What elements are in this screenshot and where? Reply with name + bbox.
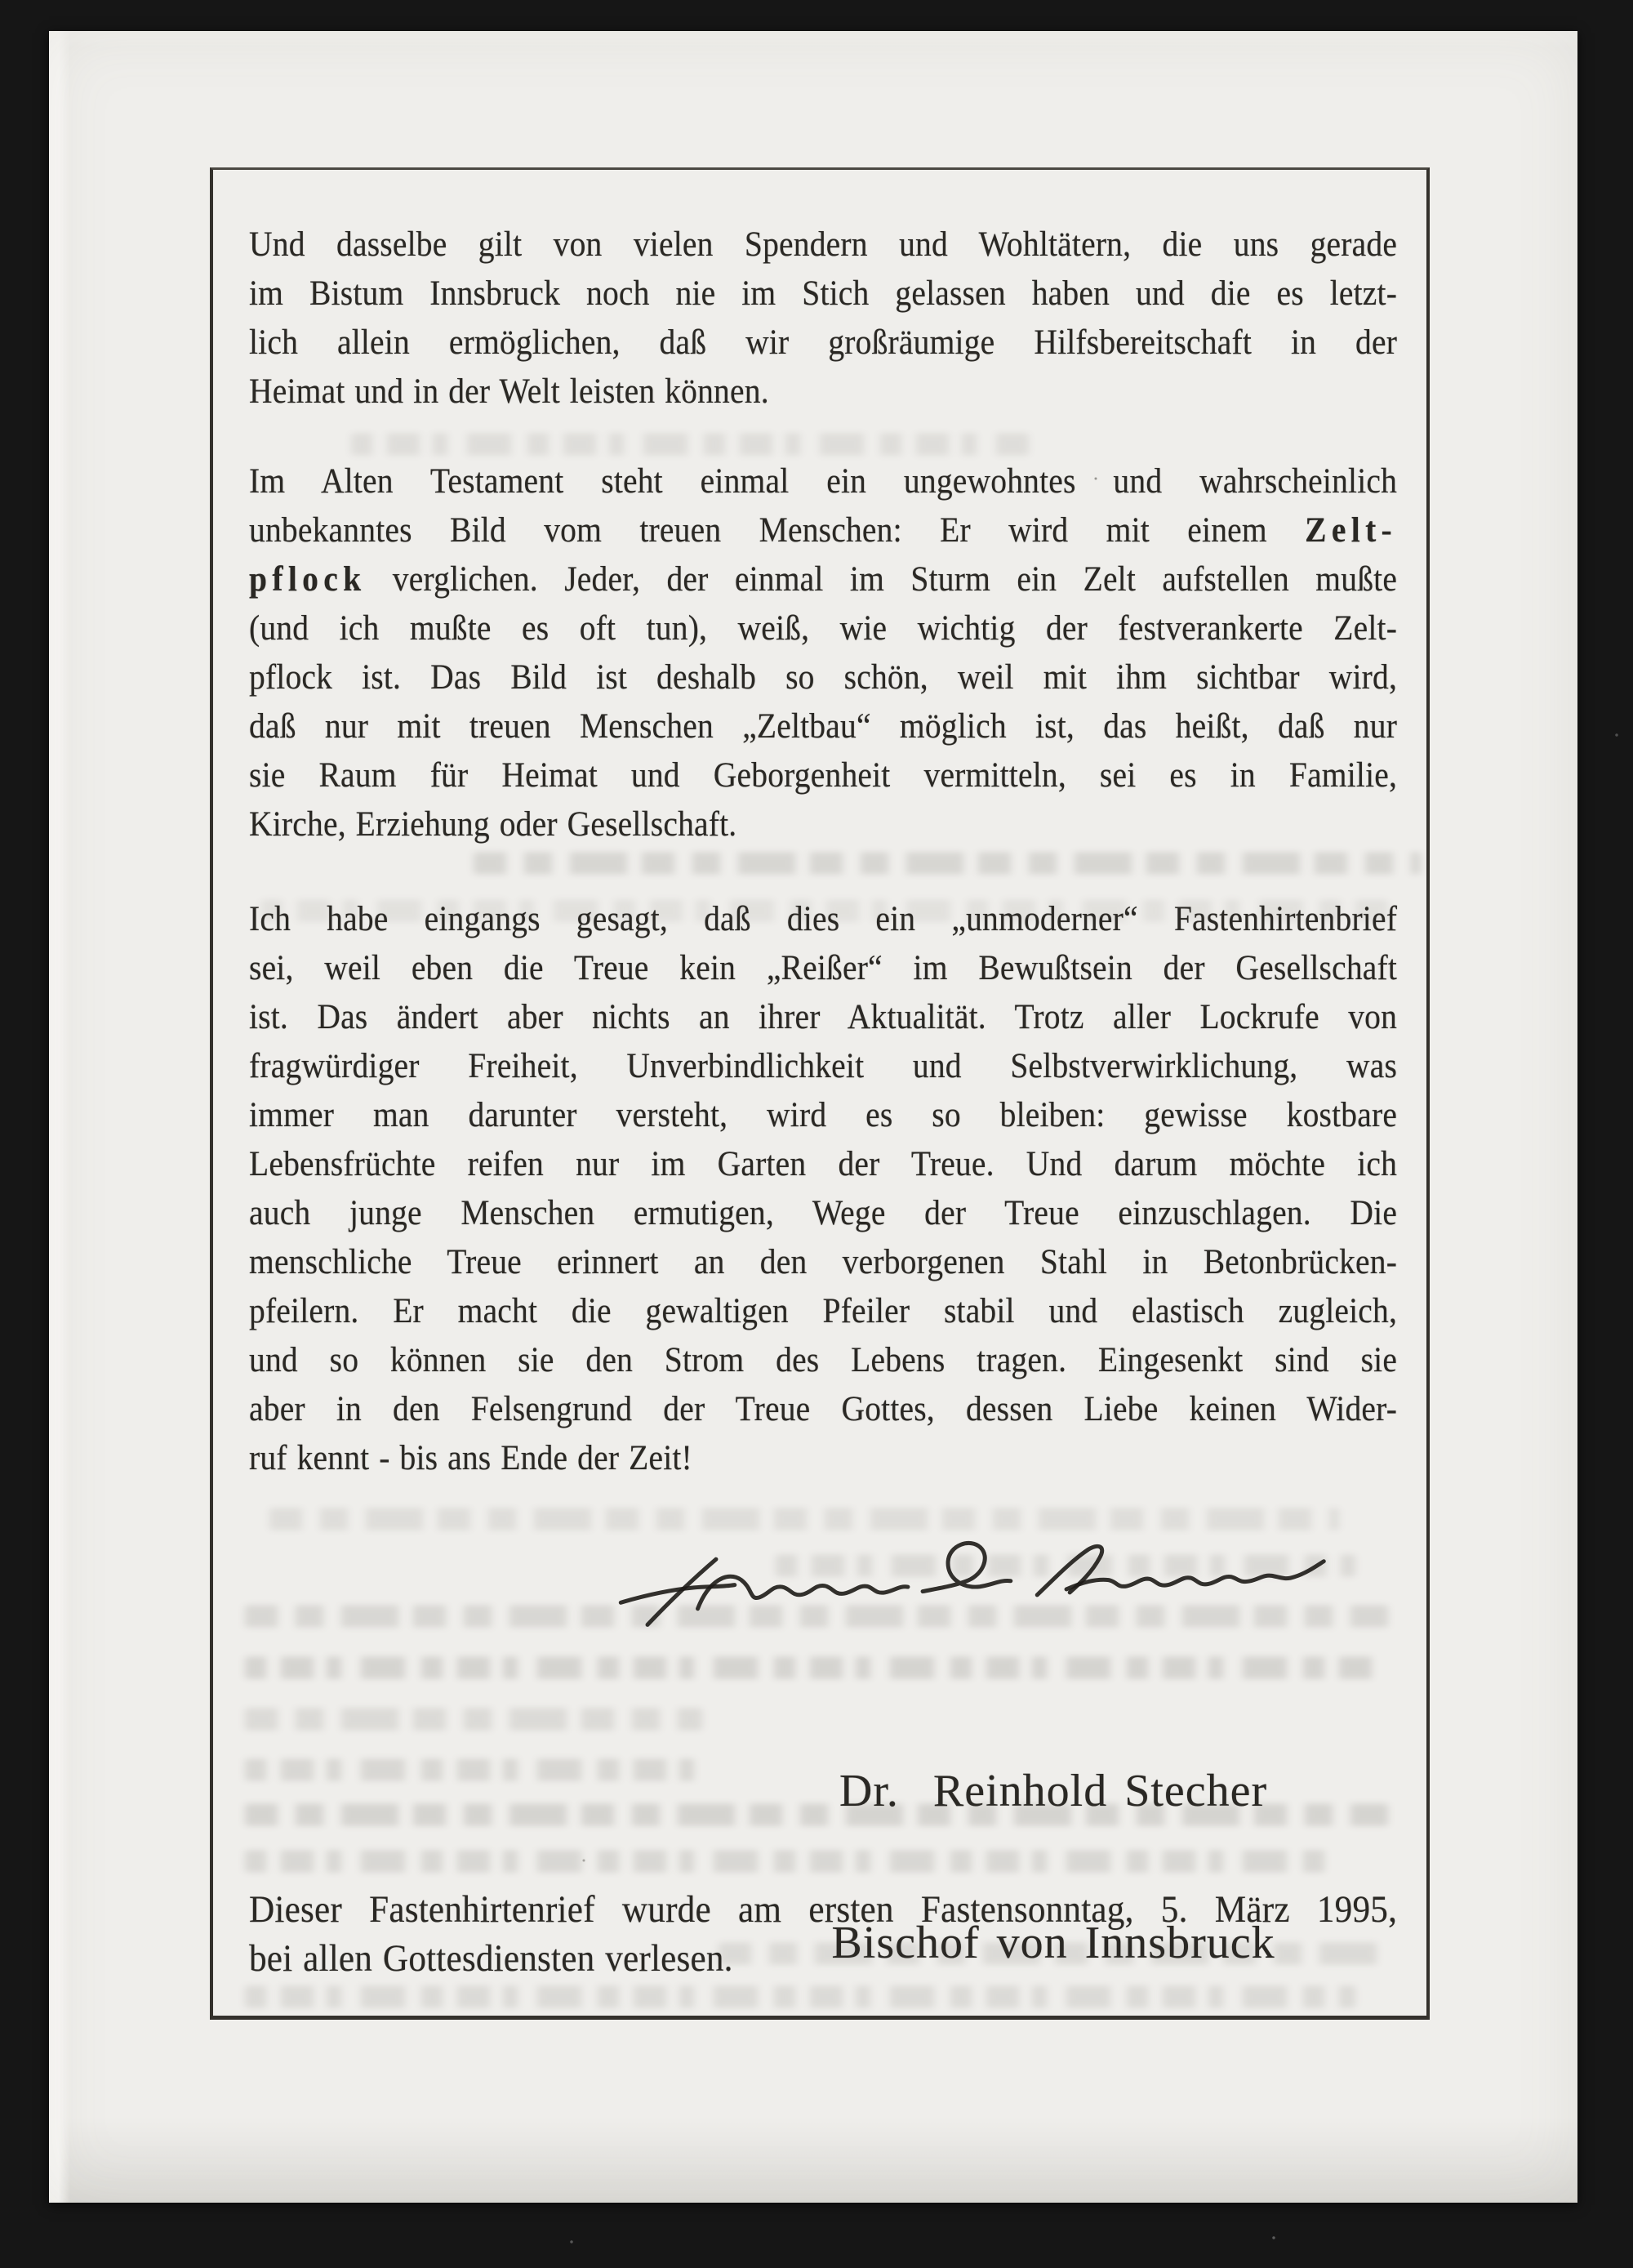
text-line: Im Alten Testament steht einmal ein ungewohntes und wahrscheinlich	[249, 462, 1398, 501]
signatory-title: Bischof von Innsbruck	[831, 1918, 1275, 1968]
text-line: ist. Das ändert aber nichts an ihrer Aktualität. Trotz aller Lockrufe von	[249, 998, 1398, 1036]
text-line: menschliche Treue erinnert an den verborgenen Stahl in Betonbrücken-	[249, 1243, 1398, 1281]
text-line: pfeilern. Er macht die gewaltigen Pfeiler stabil und elastisch zugleich,	[249, 1292, 1398, 1330]
letterspaced-emphasis: Zelt-	[1305, 511, 1398, 550]
text-line: Ich habe eingangs gesagt, daß dies ein „unmoderner“ Fastenhirtenbrief	[249, 900, 1398, 938]
letterspaced-emphasis: pflock	[249, 560, 367, 599]
text-line: Kirche, Erziehung oder Gesellschaft.	[249, 805, 737, 844]
scanned-paper-sheet	[49, 31, 1577, 2203]
colophon	[249, 1885, 1397, 1983]
signatory-name: Dr. Reinhold Stecher	[839, 1766, 1268, 1816]
text-line: unbekanntes Bild vom treuen Menschen: Er wird mit einem Zelt-	[249, 511, 1398, 550]
signatory-name-block	[727, 1664, 1380, 2070]
text-line: ruf kennt - bis ans Ende der Zeit!	[249, 1439, 692, 1477]
text-line: Und dasselbe gilt von vielen Spendern und Wohltätern, die uns gerade	[249, 225, 1398, 264]
text-line: sei, weil eben die Treue kein „Reißer“ im Bewußtsein der Gesellschaft	[249, 949, 1398, 987]
paragraph	[249, 457, 1397, 849]
text-line: fragwürdiger Freiheit, Unverbindlichkeit und Selbstverwirklichung, was	[249, 1047, 1398, 1085]
text-line: (und ich mußte es oft tun), weiß, wie wichtig der festverankerte Zelt-	[249, 609, 1398, 648]
paragraph	[249, 221, 1397, 417]
text-line: immer man darunter versteht, wird es so bleiben: gewisse kostbare	[249, 1096, 1398, 1134]
colophon-line: bei allen Gottesdiensten verlesen.	[249, 1937, 733, 1980]
letter-body	[249, 221, 1397, 1483]
text-line: sie Raum für Heimat und Geborgenheit vermitteln, sei es in Familie,	[249, 756, 1398, 795]
text-line: lich allein ermöglichen, daß wir großräumige Hilfsbereitschaft in der	[249, 323, 1398, 362]
paragraph	[249, 895, 1397, 1483]
text-line: Heimat und in der Welt leisten können.	[249, 372, 769, 411]
text-line: und so können sie den Strom des Lebens tragen. Eingesenkt sind sie	[249, 1341, 1398, 1379]
text-line: daß nur mit treuen Menschen „Zeltbau“ möglich ist, das heißt, daß nur	[249, 707, 1398, 746]
text-line: auch junge Menschen ermutigen, Wege der Treue einzuschlagen. Die	[249, 1194, 1398, 1232]
text-line: Lebensfrüchte reifen nur im Garten der Treue. Und darum möchte ich	[249, 1145, 1398, 1183]
colophon-line: Dieser Fastenhirtenrief wurde am ersten Fastensonntag, 5. März 1995,	[249, 1888, 1398, 1931]
text-line: im Bistum Innsbruck noch nie im Stich gelassen haben und die es letzt-	[249, 274, 1398, 313]
text-line: aber in den Felsengrund der Treue Gottes, dessen Liebe keinen Wider-	[249, 1390, 1398, 1428]
text-line: pflock verglichen. Jeder, der einmal im Sturm ein Zelt aufstellen mußte	[249, 560, 1398, 599]
text-line: pflock ist. Das Bild ist deshalb so schön, weil mit ihm sichtbar wird,	[249, 658, 1398, 697]
signature-handwriting-icon	[612, 1531, 1333, 1647]
